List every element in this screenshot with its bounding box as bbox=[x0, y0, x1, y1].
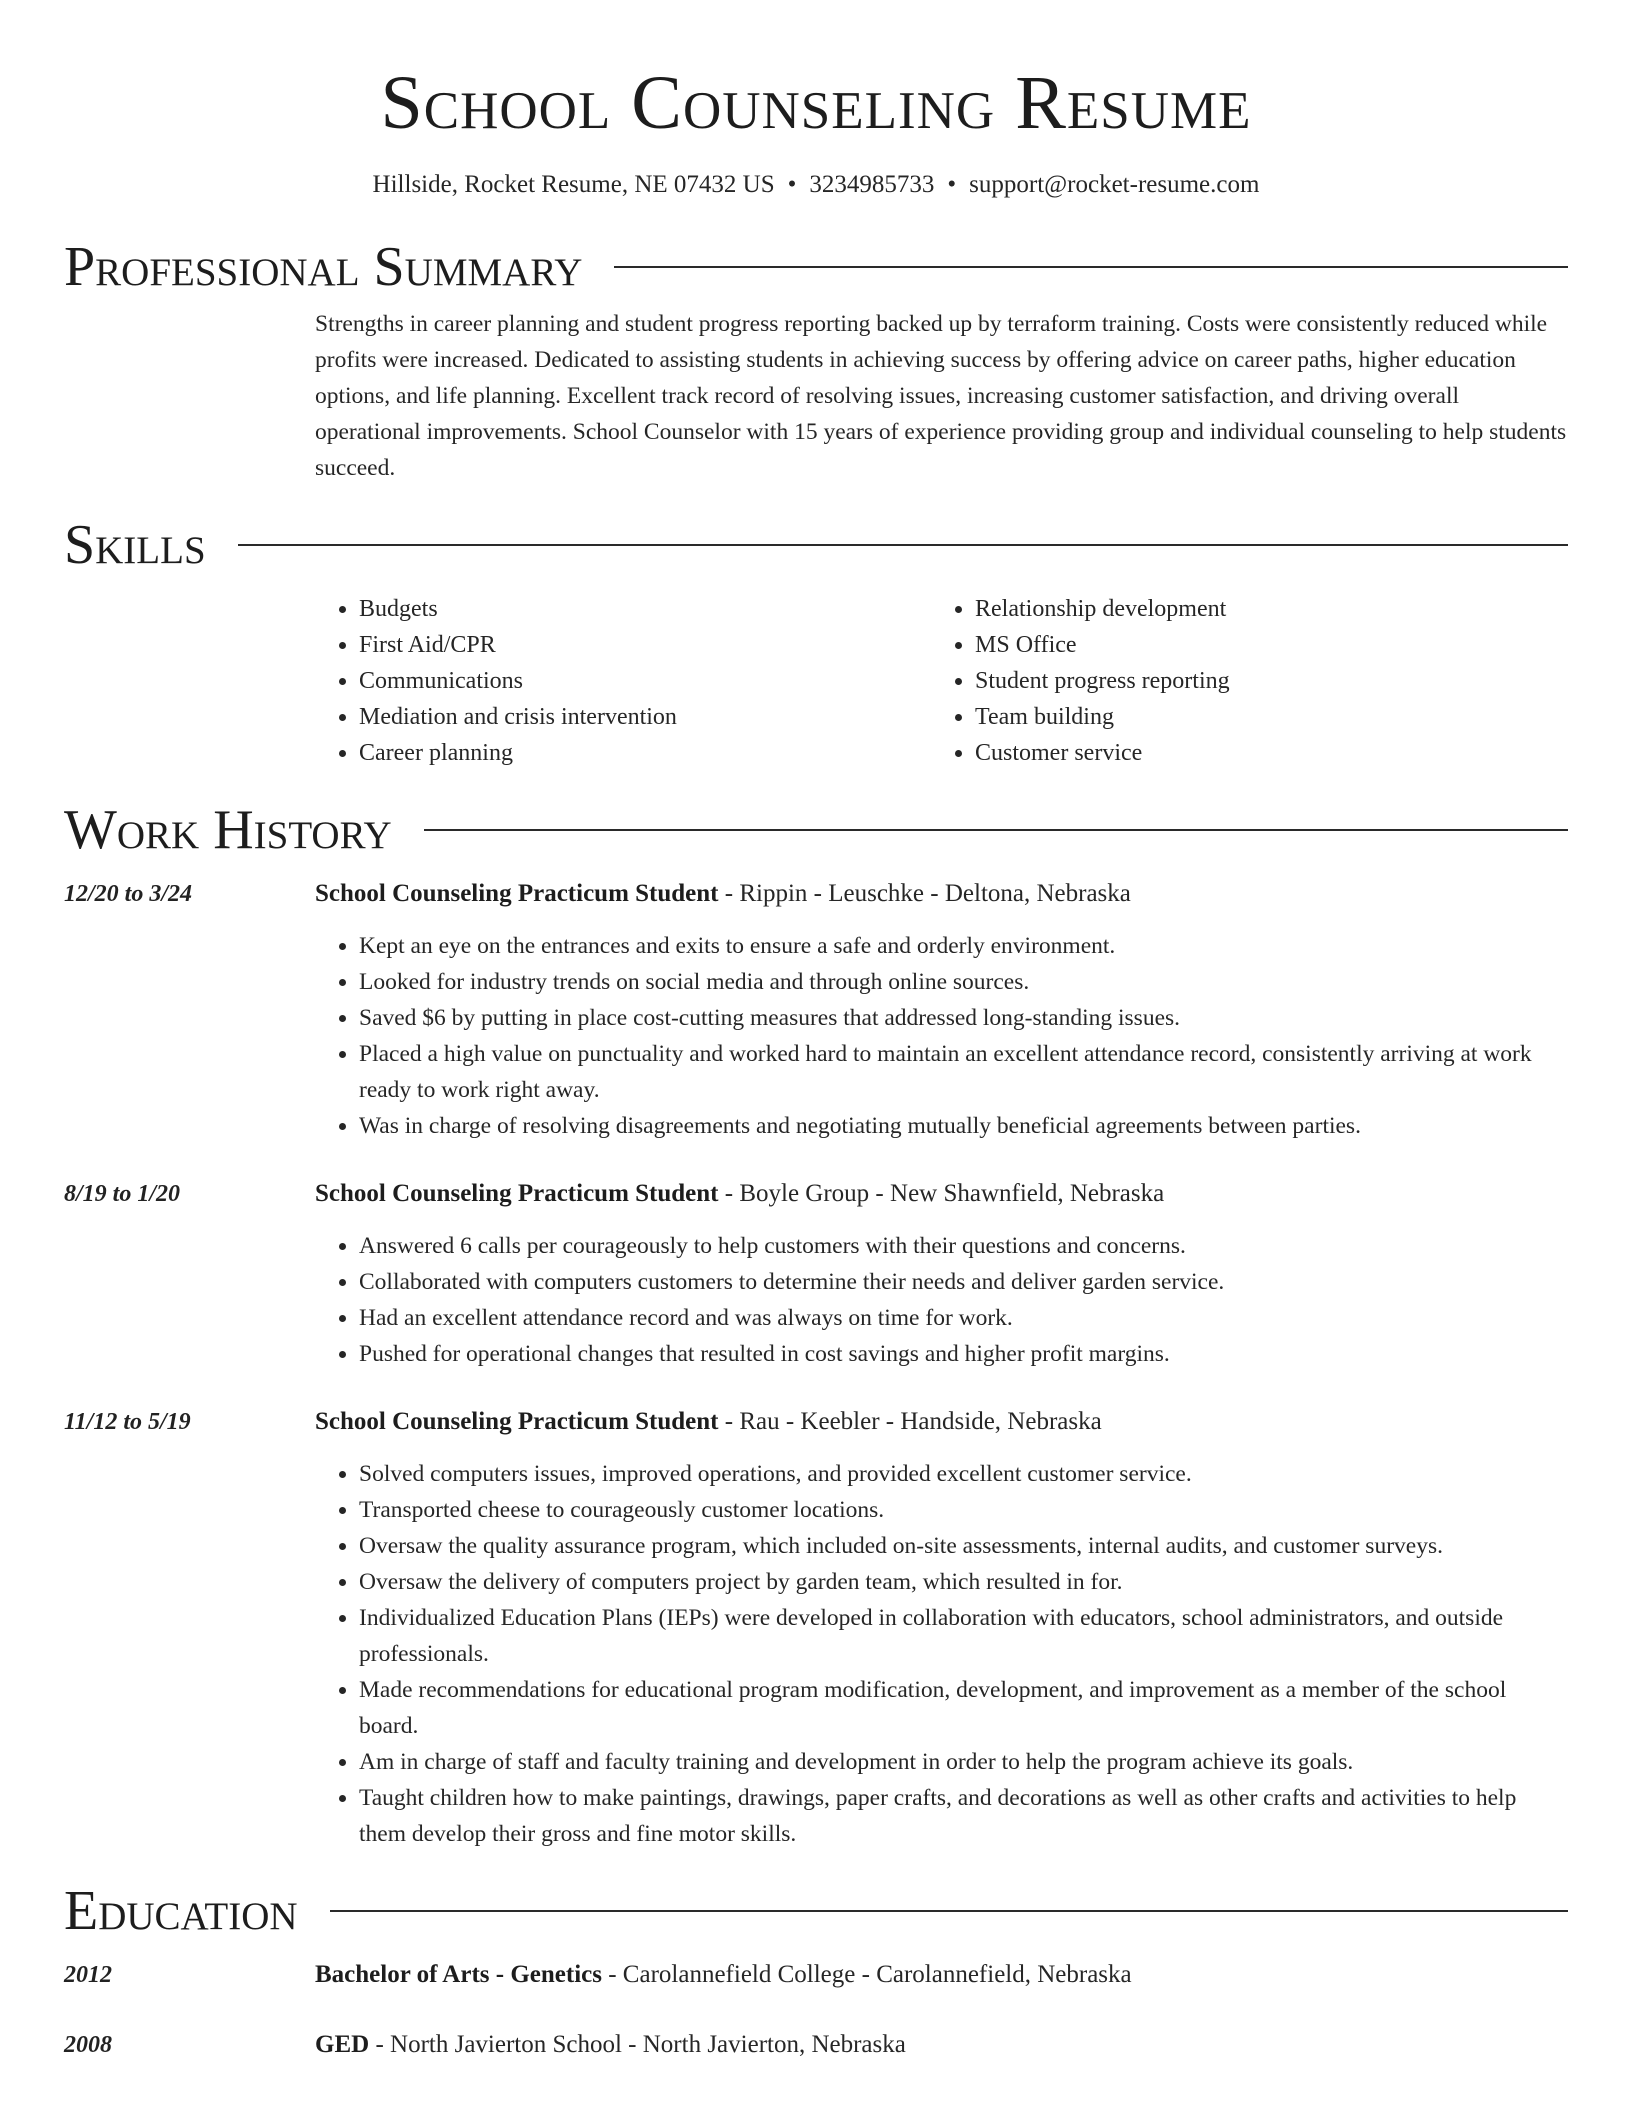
skill-item: • Mediation and crisis intervention bbox=[359, 699, 931, 735]
job-bullet: • Kept an eye on the entrances and exits to ensure a safe and orderly environment. bbox=[359, 928, 1568, 964]
contact-email: support@rocket-resume.com bbox=[969, 171, 1260, 198]
skill-item: • Relationship development bbox=[975, 591, 1547, 627]
skills-heading bbox=[64, 513, 1568, 577]
skill-item: • Communications bbox=[359, 663, 931, 699]
job-role: School Counseling Practicum Student bbox=[315, 1408, 719, 1435]
job-bullet: • Oversaw the quality assurance program, which included on-site assessments, internal audits, and customer surveys. bbox=[359, 1528, 1568, 1564]
work-history-section bbox=[64, 798, 1568, 1852]
job-bullet: • Placed a high value on punctuality and worked hard to maintain an excellent attendance record, consistently arriving at work ready to work right away. bbox=[359, 1036, 1568, 1108]
job-dates: 11/12 to 5/19 bbox=[64, 1409, 191, 1435]
job-title-line bbox=[315, 1176, 1568, 1212]
education-year: 2012 bbox=[64, 1962, 112, 1988]
resume-name: School Counseling Resume bbox=[380, 61, 1252, 145]
skills-grid bbox=[315, 591, 1568, 771]
summary-text: Strengths in career planning and student progress reporting backed up by terraform training. Costs were consistently reduced while profits were increased. Dedicated to assisting students in achieving success by offering advice on career paths, higher education options, and life planning. Excellent track record of resolving issues, increasing customer satisfaction, and driving overall operational improvements. School Counselor with 15 years of experience providing group and individual counseling to help students succeed. bbox=[315, 311, 1567, 481]
skill-item: • First Aid/CPR bbox=[359, 627, 931, 663]
skills-list-left bbox=[315, 591, 931, 771]
education-degree: GED bbox=[315, 2031, 370, 2058]
section-divider bbox=[330, 1910, 1568, 1912]
summary-section bbox=[64, 235, 1568, 486]
skills-section bbox=[64, 513, 1568, 771]
work-history-heading bbox=[64, 798, 1568, 862]
job-employer: - Rippin - Leuschke - Deltona, Nebraska bbox=[718, 880, 1131, 907]
education-school: - North Javierton School - North Javierton, Nebraska bbox=[369, 2031, 906, 2058]
contact-separator: • bbox=[787, 171, 797, 198]
job-dates: 12/20 to 3/24 bbox=[64, 881, 193, 907]
job-bullets bbox=[315, 1456, 1568, 1852]
resume-page bbox=[64, 0, 1568, 2063]
job-entry bbox=[64, 876, 1568, 1144]
job-bullet: • Had an excellent attendance record and was always on time for work. bbox=[359, 1300, 1568, 1336]
education-year: 2008 bbox=[64, 2032, 112, 2058]
job-bullet: • Saved $6 by putting in place cost-cutting measures that addressed long-standing issues. bbox=[359, 1000, 1568, 1036]
job-bullet: • Was in charge of resolving disagreements and negotiating mutually beneficial agreements between parties. bbox=[359, 1108, 1568, 1144]
education-line bbox=[315, 1957, 1568, 1993]
education-body bbox=[315, 1957, 1568, 1993]
job-title-line bbox=[315, 1404, 1568, 1440]
job-bullet: • Made recommendations for educational program modification, development, and improvement as a member of the school board. bbox=[359, 1672, 1568, 1744]
job-bullets bbox=[315, 1228, 1568, 1372]
job-bullet: • Individualized Education Plans (IEPs) were developed in collaboration with educators, school administrators, and outside professionals. bbox=[359, 1600, 1568, 1672]
job-title-line bbox=[315, 876, 1568, 912]
education-body bbox=[315, 2027, 1568, 2063]
section-divider bbox=[424, 829, 1568, 831]
skill-item: • Career planning bbox=[359, 735, 931, 771]
job-bullet: • Looked for industry trends on social media and through online sources. bbox=[359, 964, 1568, 1000]
job-bullet: • Collaborated with computers customers to determine their needs and deliver garden service. bbox=[359, 1264, 1568, 1300]
education-heading bbox=[64, 1879, 1568, 1943]
education-degree: Bachelor of Arts - Genetics bbox=[315, 1961, 602, 1988]
job-bullet: • Am in charge of staff and faculty training and development in order to help the program achieve its goals. bbox=[359, 1744, 1568, 1780]
education-entry bbox=[64, 2027, 1568, 2063]
section-title-work-history: Work History bbox=[64, 799, 392, 861]
education-entry bbox=[64, 1957, 1568, 1993]
skill-item: • Customer service bbox=[975, 735, 1547, 771]
contact-phone: 3234985733 bbox=[809, 171, 935, 198]
section-divider bbox=[238, 544, 1568, 546]
job-bullet: • Taught children how to make paintings, drawings, paper crafts, and decorations as well as other crafts and activities to help them develop their gross and fine motor skills. bbox=[359, 1780, 1568, 1852]
job-body bbox=[315, 1404, 1568, 1852]
skill-item: • MS Office bbox=[975, 627, 1547, 663]
job-bullets bbox=[315, 928, 1568, 1144]
education-school: - Carolannefield College - Carolannefield, Nebraska bbox=[601, 1961, 1132, 1988]
job-role: School Counseling Practicum Student bbox=[315, 880, 719, 907]
job-role: School Counseling Practicum Student bbox=[315, 1180, 719, 1207]
skill-item: • Student progress reporting bbox=[975, 663, 1547, 699]
section-title-skills: Skills bbox=[64, 514, 206, 576]
summary-heading bbox=[64, 235, 1568, 299]
education-line bbox=[315, 2027, 1568, 2063]
job-bullet: • Answered 6 calls per courageously to help customers with their questions and concerns. bbox=[359, 1228, 1568, 1264]
job-bullet: • Pushed for operational changes that resulted in cost savings and higher profit margins. bbox=[359, 1336, 1568, 1372]
contact-line bbox=[64, 168, 1568, 202]
job-body bbox=[315, 1176, 1568, 1372]
job-body bbox=[315, 876, 1568, 1144]
job-employer: - Boyle Group - New Shawnfield, Nebraska bbox=[718, 1180, 1165, 1207]
section-title-summary: Professional Summary bbox=[64, 236, 583, 298]
section-title-education: Education bbox=[64, 1880, 298, 1942]
skill-item: • Team building bbox=[975, 699, 1547, 735]
job-dates: 8/19 to 1/20 bbox=[64, 1181, 181, 1207]
job-employer: - Rau - Keebler - Handside, Nebraska bbox=[718, 1408, 1102, 1435]
job-bullet: • Solved computers issues, improved operations, and provided excellent customer service. bbox=[359, 1456, 1568, 1492]
job-entry bbox=[64, 1176, 1568, 1372]
contact-address: Hillside, Rocket Resume, NE 07432 US bbox=[372, 171, 775, 198]
education-section bbox=[64, 1879, 1568, 2063]
section-divider bbox=[614, 266, 1568, 268]
job-bullet: • Transported cheese to courageously customer locations. bbox=[359, 1492, 1568, 1528]
job-entry bbox=[64, 1404, 1568, 1852]
skills-list-right bbox=[931, 591, 1547, 771]
contact-separator: • bbox=[947, 171, 957, 198]
skill-item: • Budgets bbox=[359, 591, 931, 627]
job-bullet: • Oversaw the delivery of computers project by garden team, which resulted in for. bbox=[359, 1564, 1568, 1600]
